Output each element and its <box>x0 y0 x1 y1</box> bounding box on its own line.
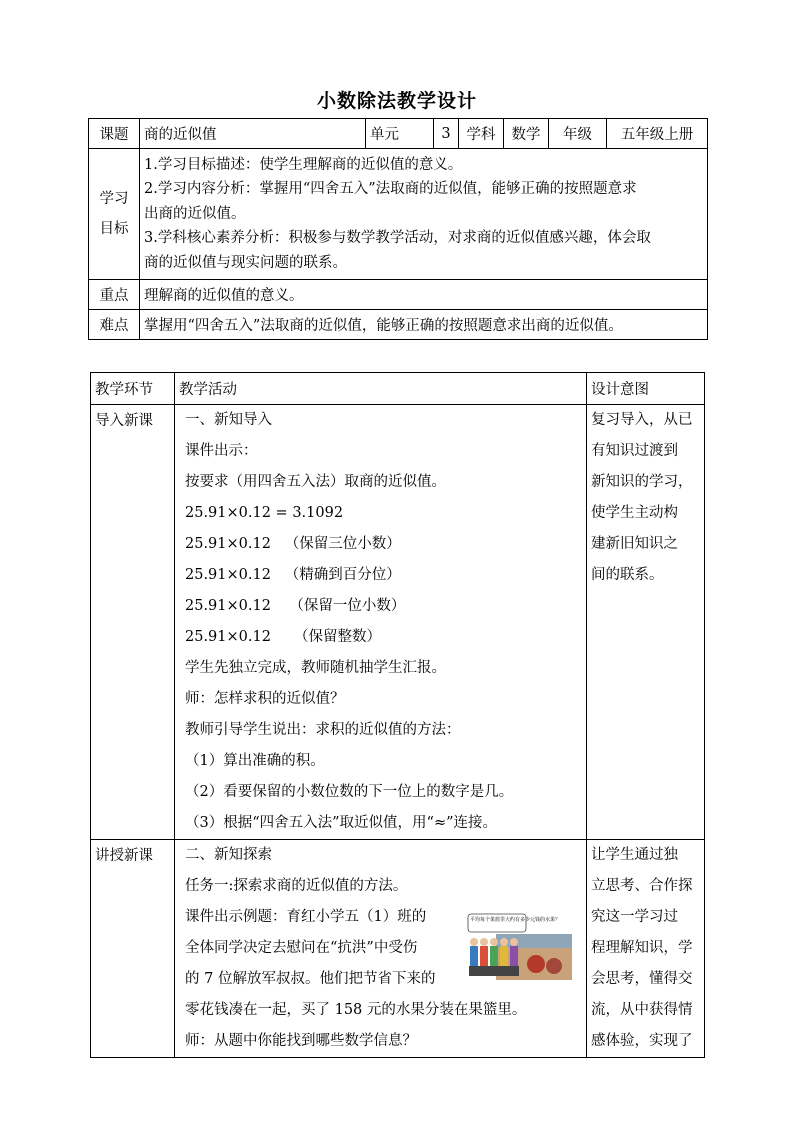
activity-line: 25.91×0.12 = 3.1092 <box>185 505 344 521</box>
course-info-table <box>88 118 708 340</box>
intent-line: 新知识的学习， <box>591 474 693 490</box>
goal-line: 3.学科核心素养分析：积极参与数学教学活动，对求商的近似值感兴趣，体会取 <box>144 230 651 247</box>
goal-line: 出商的近似值。 <box>144 205 246 222</box>
intent-line: 有知识过渡到 <box>591 443 678 459</box>
goal-line: 1.学习目标描述：使学生理解商的近似值的意义。 <box>144 156 463 173</box>
topic-label: 课题 <box>89 119 140 149</box>
activity-line: 任务一:探索求商的近似值的方法。 <box>185 878 408 894</box>
intent-line: 程理解知识，学 <box>591 940 693 956</box>
topic-value: 商的近似值 <box>140 119 366 149</box>
document-title: 小数除法教学设计 <box>316 90 477 112</box>
intent-line: 立思考、合作探 <box>591 878 693 894</box>
activity-line: 一、新知导入 <box>185 412 272 428</box>
goals-label <box>89 149 140 280</box>
activity-line: 按要求（用四舍五入法）取商的近似值。 <box>185 474 446 490</box>
speech-bubble-text: 平均每个果篮里大约有多少元钱的水果？ <box>470 917 561 923</box>
activity-cell <box>175 405 587 840</box>
table-row <box>91 840 705 1058</box>
intent-line: 间的联系。 <box>591 567 664 583</box>
activity-line: 师：怎样求积的近似值？ <box>185 691 345 707</box>
goals-content <box>140 149 708 280</box>
activity-line: 25.91×0.12 （保留一位小数） <box>185 598 406 614</box>
illustration-svg <box>466 912 572 982</box>
grade-value: 五年级上册 <box>607 119 708 149</box>
stage-header: 教学环节 <box>91 373 175 405</box>
subject-label: 学科 <box>459 119 504 149</box>
stage-cell: 导入新课 <box>91 405 175 840</box>
goal-line: 商的近似值与现实问题的联系。 <box>144 254 347 271</box>
key-point-value: 理解商的近似值的意义。 <box>140 280 708 310</box>
activity-line: 的 7 位解放军叔叔。他们把节省下来的 <box>185 971 436 987</box>
activity-line: （3）根据“四舍五入法”取近似值，用“≈”连接。 <box>185 815 498 831</box>
activity-line: 零花钱凑在一起，买了 158 元的水果分装在果篮里。 <box>185 1002 527 1018</box>
intent-line: 建新旧知识之 <box>591 536 678 552</box>
subject-value: 数学 <box>504 119 549 149</box>
activity-line: 学生先独立完成，教师随机抽学生汇报。 <box>185 660 446 676</box>
grade-label: 年级 <box>549 119 607 149</box>
lesson-plan-table <box>90 372 705 1058</box>
activity-line: 课件出示： <box>185 443 258 459</box>
intent-line: 流，从中获得情 <box>591 1002 693 1018</box>
activity-line: 二、新知探索 <box>185 847 272 863</box>
unit-value: 3 <box>434 119 459 149</box>
activity-line: 师：从题中你能找到哪些数学信息？ <box>185 1033 417 1049</box>
intent-line: 复习导入，从已 <box>591 412 693 428</box>
key-point-label: 重点 <box>89 280 140 310</box>
activity-line: 课件出示例题：育红小学五（1）班的 <box>185 909 427 925</box>
activity-line: 25.91×0.12 （保留三位小数） <box>185 536 401 552</box>
intent-line: 使学生主动构 <box>591 505 678 521</box>
difficulty-label: 难点 <box>89 310 140 340</box>
activity-header: 教学活动 <box>175 373 587 405</box>
intent-cell <box>587 405 705 840</box>
example-illustration <box>466 912 572 982</box>
intent-line: 让学生通过独 <box>591 847 678 863</box>
goals-label-text: 学习目标 <box>99 191 129 237</box>
intent-line: 感体验，实现了 <box>591 1033 693 1049</box>
stage-cell: 讲授新课 <box>91 840 175 1058</box>
difficulty-value: 掌握用“四舍五入”法取商的近似值，能够正确的按照题意求出商的近似值。 <box>140 310 708 340</box>
activity-line: 全体同学决定去慰问在“抗洪”中受伤 <box>185 940 418 956</box>
unit-label: 单元 <box>366 119 434 149</box>
goal-line: 2.学习内容分析：掌握用“四舍五入”法取商的近似值，能够正确的按照题意求 <box>144 181 637 198</box>
intent-header: 设计意图 <box>587 373 705 405</box>
intent-cell <box>587 840 705 1058</box>
activity-line: （1）算出准确的积。 <box>185 753 325 769</box>
activity-line: 25.91×0.12 （精确到百分位） <box>185 567 401 583</box>
intent-line: 会思考，懂得交 <box>591 971 693 987</box>
activity-line: 25.91×0.12 （保留整数） <box>185 629 381 645</box>
activity-line: 教师引导学生说出：求积的近似值的方法： <box>185 722 461 738</box>
activity-line: （2）看要保留的小数位数的下一位上的数字是几。 <box>185 784 514 800</box>
table-row <box>91 405 705 840</box>
intent-line: 究这一学习过 <box>591 909 678 925</box>
